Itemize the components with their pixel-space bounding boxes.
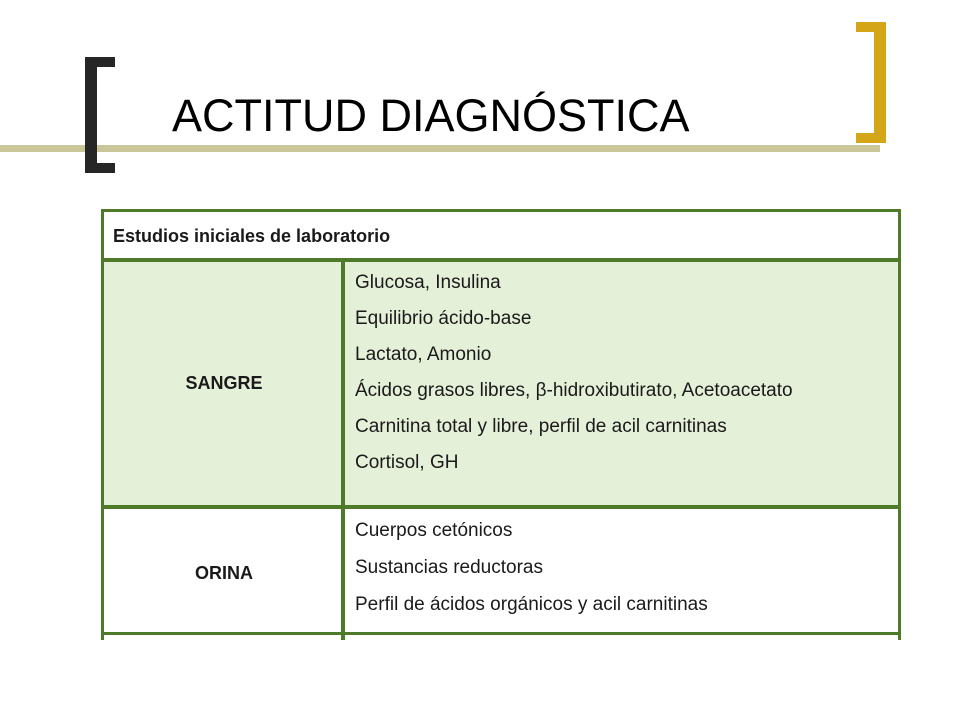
right-bracket-stem: [874, 22, 886, 143]
list-item: Equilibrio ácido-base: [355, 308, 532, 329]
lab-studies-table: [101, 209, 901, 640]
list-item: Ácidos grasos libres, β-hidroxibutirato, Acetoacetato: [355, 380, 793, 401]
sangre-items: [355, 265, 793, 481]
slide-title: ACTITUD DIAGNÓSTICA: [172, 90, 690, 141]
table-header: Estudios iniciales de laboratorio: [113, 226, 391, 246]
left-bracket-stem: [85, 57, 97, 173]
list-item: Cuerpos cetónicos: [355, 520, 513, 541]
left-bracket-bottom: [85, 163, 115, 173]
right-bracket-bottom: [856, 133, 886, 143]
orina-items: [355, 512, 708, 623]
list-item: Cortisol, GH: [355, 452, 459, 473]
list-item: Glucosa, Insulina: [355, 272, 501, 293]
category-sangre: SANGRE: [185, 373, 263, 393]
left-bracket-top: [85, 57, 115, 67]
right-bracket-top: [856, 22, 886, 32]
list-item: Sustancias reductoras: [355, 557, 543, 578]
category-orina: ORINA: [195, 563, 253, 583]
decorative-rule: [0, 145, 880, 152]
list-item: Carnitina total y libre, perfil de acil carnitinas: [355, 416, 727, 437]
list-item: Perfil de ácidos orgánicos y acil carnitinas: [355, 594, 708, 615]
list-item: Lactato, Amonio: [355, 344, 492, 365]
